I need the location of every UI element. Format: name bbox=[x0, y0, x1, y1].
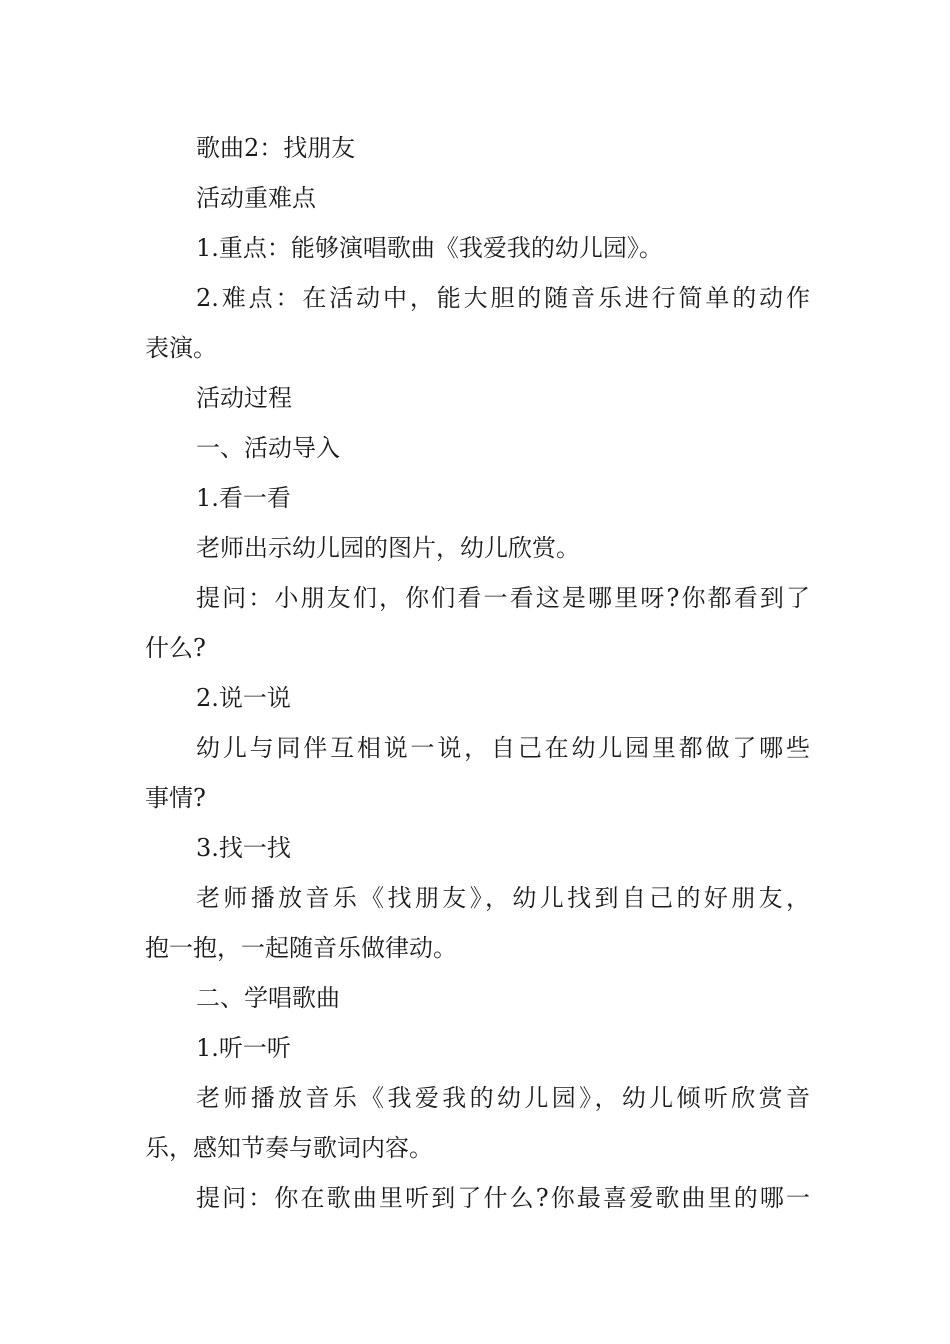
subsection-heading-learn-song: 二、学唱歌曲 bbox=[196, 984, 340, 1012]
section-heading-process: 活动过程 bbox=[196, 384, 292, 412]
subsection-heading-intro: 一、活动导入 bbox=[196, 434, 340, 462]
song-2-title: 歌曲2：找朋友 bbox=[196, 134, 356, 162]
step-talk-heading: 2.说一说 bbox=[196, 684, 291, 712]
paragraph: 老师播放音乐《我爱我的幼儿园》，幼儿倾听欣赏音 bbox=[196, 1084, 810, 1112]
paragraph-continued: 抱一抱，一起随音乐做律动。 bbox=[145, 934, 457, 962]
step-look-heading: 1.看一看 bbox=[196, 484, 291, 512]
document-body bbox=[145, 123, 810, 1223]
paragraph-continued: 事情? bbox=[145, 784, 206, 812]
paragraph-continued: 乐，感知节奏与歌词内容。 bbox=[145, 1134, 433, 1162]
key-point-2: 2.难点：在活动中，能大胆的随音乐进行简单的动作 bbox=[196, 284, 810, 312]
question-paragraph: 提问：你在歌曲里听到了什么?你最喜爱歌曲里的哪一 bbox=[196, 1184, 810, 1212]
section-heading-key-points: 活动重难点 bbox=[196, 184, 316, 212]
question-paragraph-continued: 什么? bbox=[145, 634, 206, 662]
paragraph: 老师出示幼儿园的图片，幼儿欣赏。 bbox=[196, 534, 580, 562]
step-find-heading: 3.找一找 bbox=[196, 834, 291, 862]
key-point-2-continued: 表演。 bbox=[145, 334, 217, 362]
paragraph: 老师播放音乐《找朋友》，幼儿找到自己的好朋友， bbox=[196, 884, 810, 912]
paragraph: 幼儿与同伴互相说一说，自己在幼儿园里都做了哪些 bbox=[196, 734, 810, 762]
key-point-1: 1.重点：能够演唱歌曲《我爱我的幼儿园》。 bbox=[196, 234, 663, 262]
step-listen-heading: 1.听一听 bbox=[196, 1034, 291, 1062]
question-paragraph: 提问：小朋友们，你们看一看这是哪里呀?你都看到了 bbox=[196, 584, 810, 612]
